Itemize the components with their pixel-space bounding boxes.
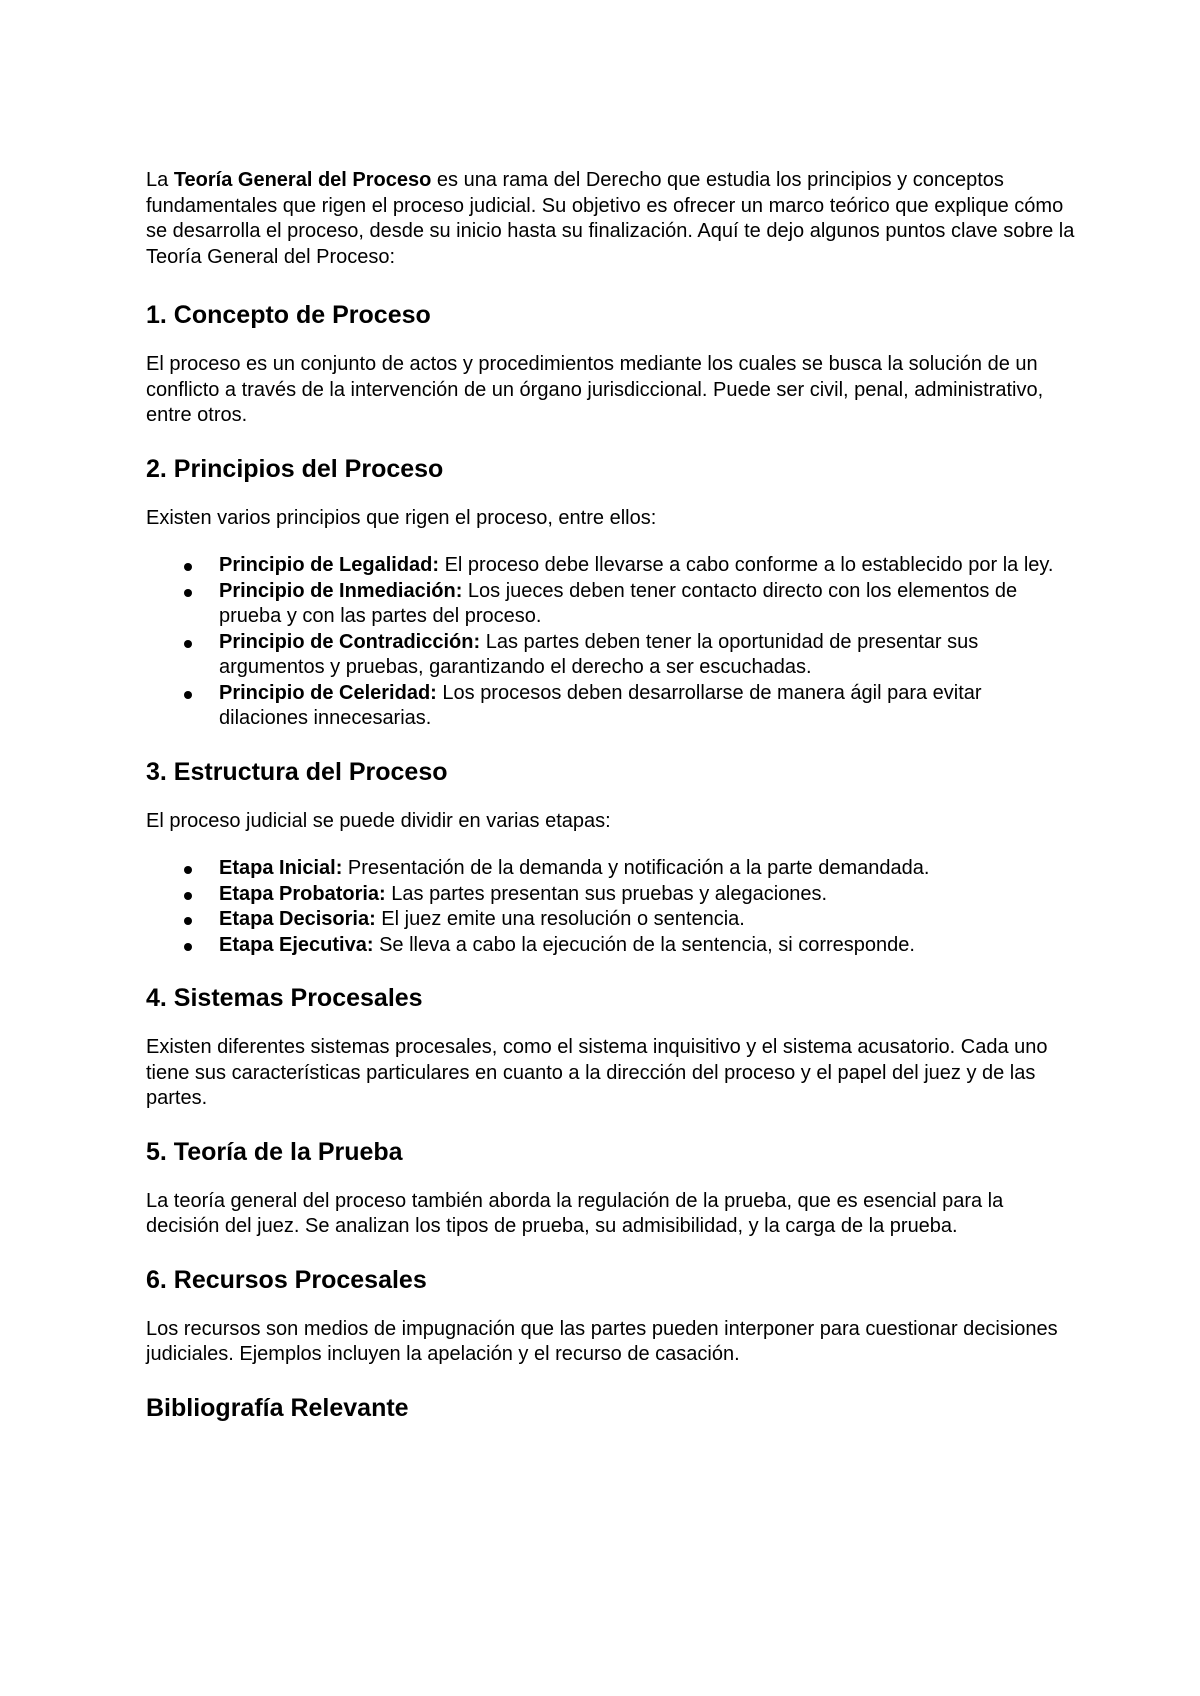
bullet-icon [184,563,192,571]
list-item-term: Principio de Contradicción: [219,630,481,653]
bibliography-heading: Bibliografía Relevante [146,1393,409,1422]
list-item [146,553,1076,579]
list-item [146,907,1076,933]
section-heading-prueba: 5. Teoría de la Prueba [146,1137,403,1166]
list-item-term: Principio de Legalidad: [219,554,440,576]
bullet-icon [184,892,192,900]
list-item-text: El proceso debe llevarse a cabo conforme a lo establecido por la ley. [439,554,1054,576]
intro-paragraph [146,168,1076,270]
section-heading-concepto: 1. Concepto de Proceso [146,301,431,329]
list-item-term: Etapa Ejecutiva: [219,933,374,956]
bullet-icon [184,640,192,648]
list-item-text: Los jueces deben tener contacto directo con los elementos de prueba y con las partes del proceso. [219,579,1018,627]
section-text-recursos: Los recursos son medios de impugnación que las partes pueden interponer para cuestionar decisiones judiciales. Ejemplos incluyen la apelación y el recurso de casación. [146,1317,1058,1365]
section-text-sistemas: Existen diferentes sistemas procesales, como el sistema inquisitivo y el sistema acusatorio. Cada uno tiene sus características particulares en cuanto a la dirección del proceso y el papel del juez y de las partes. [146,1036,1048,1109]
principios-list [146,553,1076,732]
list-item-text: Las partes presentan sus pruebas y alegaciones. [385,882,828,905]
list-item-text: El juez emite una resolución o sentencia. [375,908,745,930]
intro-text: es una rama del Derecho que estudia los principios y conceptos fundamentales que rigen el proceso judicial. Su objetivo es ofrecer un marco teórico que explique cómo se desarrolla el proceso, desde su inicio hasta su finalización. Aquí te dejo algunos puntos clave sobre la Teoría General del Proceso: [146,169,1075,268]
section-text-prueba: La teoría general del proceso también aborda la regulación de la prueba, que es esencial para la decisión del juez. Se analizan los tipos de prueba, su admisibilidad, y la carga de la prueba. [146,1189,1004,1237]
list-item-text: Se lleva a cabo la ejecución de la sentencia, si corresponde. [373,933,915,956]
list-item-term: Etapa Probatoria: [219,882,386,905]
section-heading-estructura: 3. Estructura del Proceso [146,757,448,786]
list-item-term: Principio de Celeridad: [219,681,437,704]
intro-prefix: La [146,169,174,191]
list-item [146,579,1076,630]
etapas-list [146,856,1076,958]
document-page [146,168,1076,1445]
section-text-concepto: El proceso es un conjunto de actos y procedimientos mediante los cuales se busca la solución de un conflicto a través de la intervención de un órgano jurisdiccional. Puede ser civil, penal, administrativo, entre otros. [146,353,1044,426]
list-item-text: Presentación de la demanda y notificación a la parte demandada. [342,857,930,879]
list-item [146,882,1076,908]
list-item [146,933,1076,959]
list-item-text: Las partes deben tener la oportunidad de presentar sus argumentos y pruebas, garantizando el derecho a ser escuchadas. [219,630,979,678]
section-heading-sistemas: 4. Sistemas Procesales [146,984,423,1012]
section-text-principios: Existen varios principios que rigen el proceso, entre ellos: [146,506,657,529]
section-text-estructura: El proceso judicial se puede dividir en varias etapas: [146,809,611,832]
list-item [146,630,1076,681]
list-item-term: Etapa Inicial: [219,857,343,879]
section-heading-recursos: 6. Recursos Procesales [146,1265,427,1294]
list-item-term: Principio de Inmediación: [219,579,463,602]
list-item [146,856,1076,882]
list-item [146,681,1076,732]
bullet-icon [184,691,192,699]
intro-bold-term: Teoría General del Proceso [173,169,432,191]
bullet-icon [184,589,192,597]
bullet-icon [184,917,192,925]
bullet-icon [184,943,192,951]
list-item-term: Etapa Decisoria: [219,908,376,930]
section-heading-principios: 2. Principios del Proceso [146,454,444,483]
bullet-icon [184,866,192,874]
list-item-text: Los procesos deben desarrollarse de manera ágil para evitar dilaciones innecesarias. [219,681,982,729]
